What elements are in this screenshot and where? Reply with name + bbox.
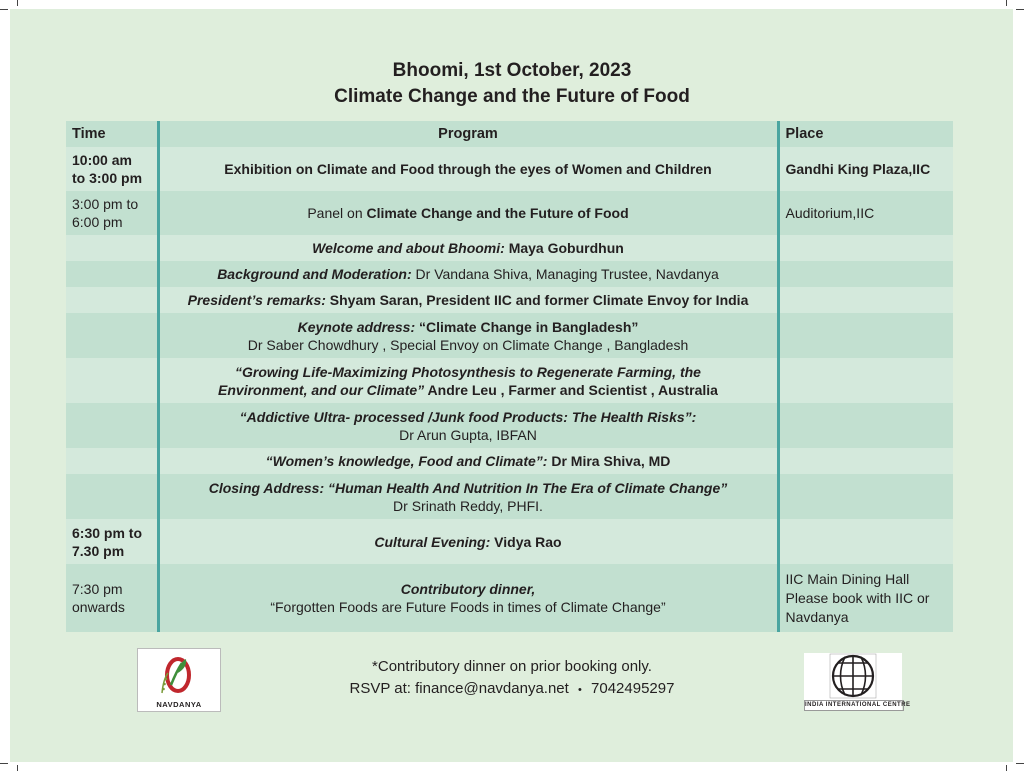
program-cell [158,519,778,564]
time-cell [66,261,158,287]
rsvp-separator: • [577,684,582,696]
place-cell [778,448,953,474]
time-line: 6:00 pm [72,214,123,230]
place-line: Navdanya [785,608,849,625]
crop-mark [1006,0,1007,6]
program-text: Keynote address: [297,318,416,335]
place-line: Auditorium,IIC [785,204,875,221]
program-cell [158,191,778,235]
schedule-row [66,235,953,261]
program-text: Maya Goburdhun [504,240,624,256]
program-cell [158,235,778,261]
place-cell [778,564,953,632]
rsvp-email[interactable]: finance@navdanya.net [415,680,569,697]
crop-mark [17,765,18,771]
time-cell [66,403,158,448]
place-cell [778,474,953,519]
program-text: “Growing Life-Maximizing Photosynthesis to Regenerate Farming, the [235,363,701,380]
time-cell [66,235,158,261]
program-text: Climate Change and the Future of Food [366,205,629,221]
place-cell [778,358,953,403]
place-line: IIC Main Dining Hall [785,570,910,587]
program-text: “Climate Change in Bangladesh” [415,318,639,335]
schedule-table [66,121,953,632]
program-cell [158,448,778,474]
program-cell [158,358,778,403]
program-text: Dr Vandana Shiva, Managing Trustee, Navdanya [411,266,719,282]
crop-mark [1016,763,1024,764]
schedule-row [66,474,953,519]
program-text: Andre Leu , Farmer and Scientist , Australia [424,381,718,398]
program-cell [158,147,778,191]
place-cell [778,403,953,448]
schedule-row [66,191,953,235]
program-text: Dr Srinath Reddy, PHFI. [393,497,543,514]
program-text: Background and Moderation: [217,266,412,282]
time-cell [66,147,158,191]
crop-mark [1006,765,1007,771]
crop-mark [0,9,8,10]
schedule-row [66,403,953,448]
schedule-row [66,261,953,287]
event-title: Bhoomi, 1st October, 2023 [392,60,632,81]
program-cell [158,261,778,287]
place-cell [778,261,953,287]
iic-globe-icon [804,653,902,699]
crop-mark [1016,9,1024,10]
time-line: 3:00 pm to [72,196,139,212]
program-text: Shyam Saran, President IIC and former Climate Envoy for India [325,292,749,308]
event-subtitle: Climate Change and the Future of Food [334,86,690,107]
schedule-row [66,564,953,632]
place-cell [778,147,953,191]
time-line: 10:00 am [72,152,132,168]
schedule-row [66,313,953,358]
place-cell [778,235,953,261]
time-cell [66,358,158,403]
rsvp-label: RSVP at: [349,680,416,697]
program-text: Contributory dinner, [400,581,536,597]
schedule-row [66,287,953,313]
program-text: Environment, and our Climate” [218,381,425,398]
rsvp-phone: 7042495297 [591,680,675,697]
navdanya-logo-text: NAVDANYA [156,700,202,709]
time-cell [66,519,158,564]
program-cell [158,564,778,632]
program-cell [158,313,778,358]
program-text: “Addictive Ultra- processed /Junk food Products: The Health Risks”: [239,408,697,425]
navdanya-emblem-icon [138,649,220,699]
place-cell [778,313,953,358]
time-line: 7.30 pm [72,542,125,559]
crop-mark [17,0,18,6]
time-cell [66,448,158,474]
header-program: Program [158,121,778,147]
header-time: Time [72,126,106,142]
time-cell [66,287,158,313]
program-text: Dr Mira Shiva, MD [547,453,671,469]
program-text: President’s remarks: [187,292,326,308]
time-line: 6:30 pm to [72,524,143,541]
table-header-row [66,121,953,147]
program-text: Vidya Rao [490,533,562,550]
schedule-row [66,448,953,474]
iic-logo-text: INDIA INTERNATIONAL CENTRE [804,700,904,711]
program-cell [158,474,778,519]
time-line: 7:30 pm [72,581,123,597]
dinner-note: *Contributory dinner on prior booking only. [372,658,652,675]
time-line: onwards [72,599,125,615]
place-cell [778,191,953,235]
time-cell [66,191,158,235]
time-cell [66,474,158,519]
place-line: Please book with IIC or [785,589,930,606]
time-line: to 3:00 pm [72,170,143,186]
iic-logo [804,653,911,710]
program-cell [158,403,778,448]
schedule-row [66,358,953,403]
program-text: Dr Arun Gupta, IBFAN [399,426,537,443]
navdanya-logo [137,648,221,712]
program-text: “Women’s knowledge, Food and Climate”: [265,453,548,469]
place-cell [778,519,953,564]
schedule-row [66,519,953,564]
program-text: Welcome and about Bhoomi: [312,240,505,256]
schedule-row [66,147,953,191]
place-cell [778,287,953,313]
program-cell [158,287,778,313]
program-text: Exhibition on Climate and Food through the eyes of Women and Children [224,161,712,177]
program-text: Closing Address: “Human Health And Nutrition In The Era of Climate Change” [208,479,728,496]
crop-mark [0,763,8,764]
program-text: Dr Saber Chowdhury , Special Envoy on Climate Change , Bangladesh [247,336,689,353]
program-text: Cultural Evening: [374,533,491,550]
time-cell [66,313,158,358]
header-place: Place [785,126,824,142]
program-text: “Forgotten Foods are Future Foods in times of Climate Change” [270,599,666,615]
time-cell [66,564,158,632]
program-text: Panel on [307,205,367,221]
place-line: Gandhi King Plaza,IIC [785,160,931,177]
